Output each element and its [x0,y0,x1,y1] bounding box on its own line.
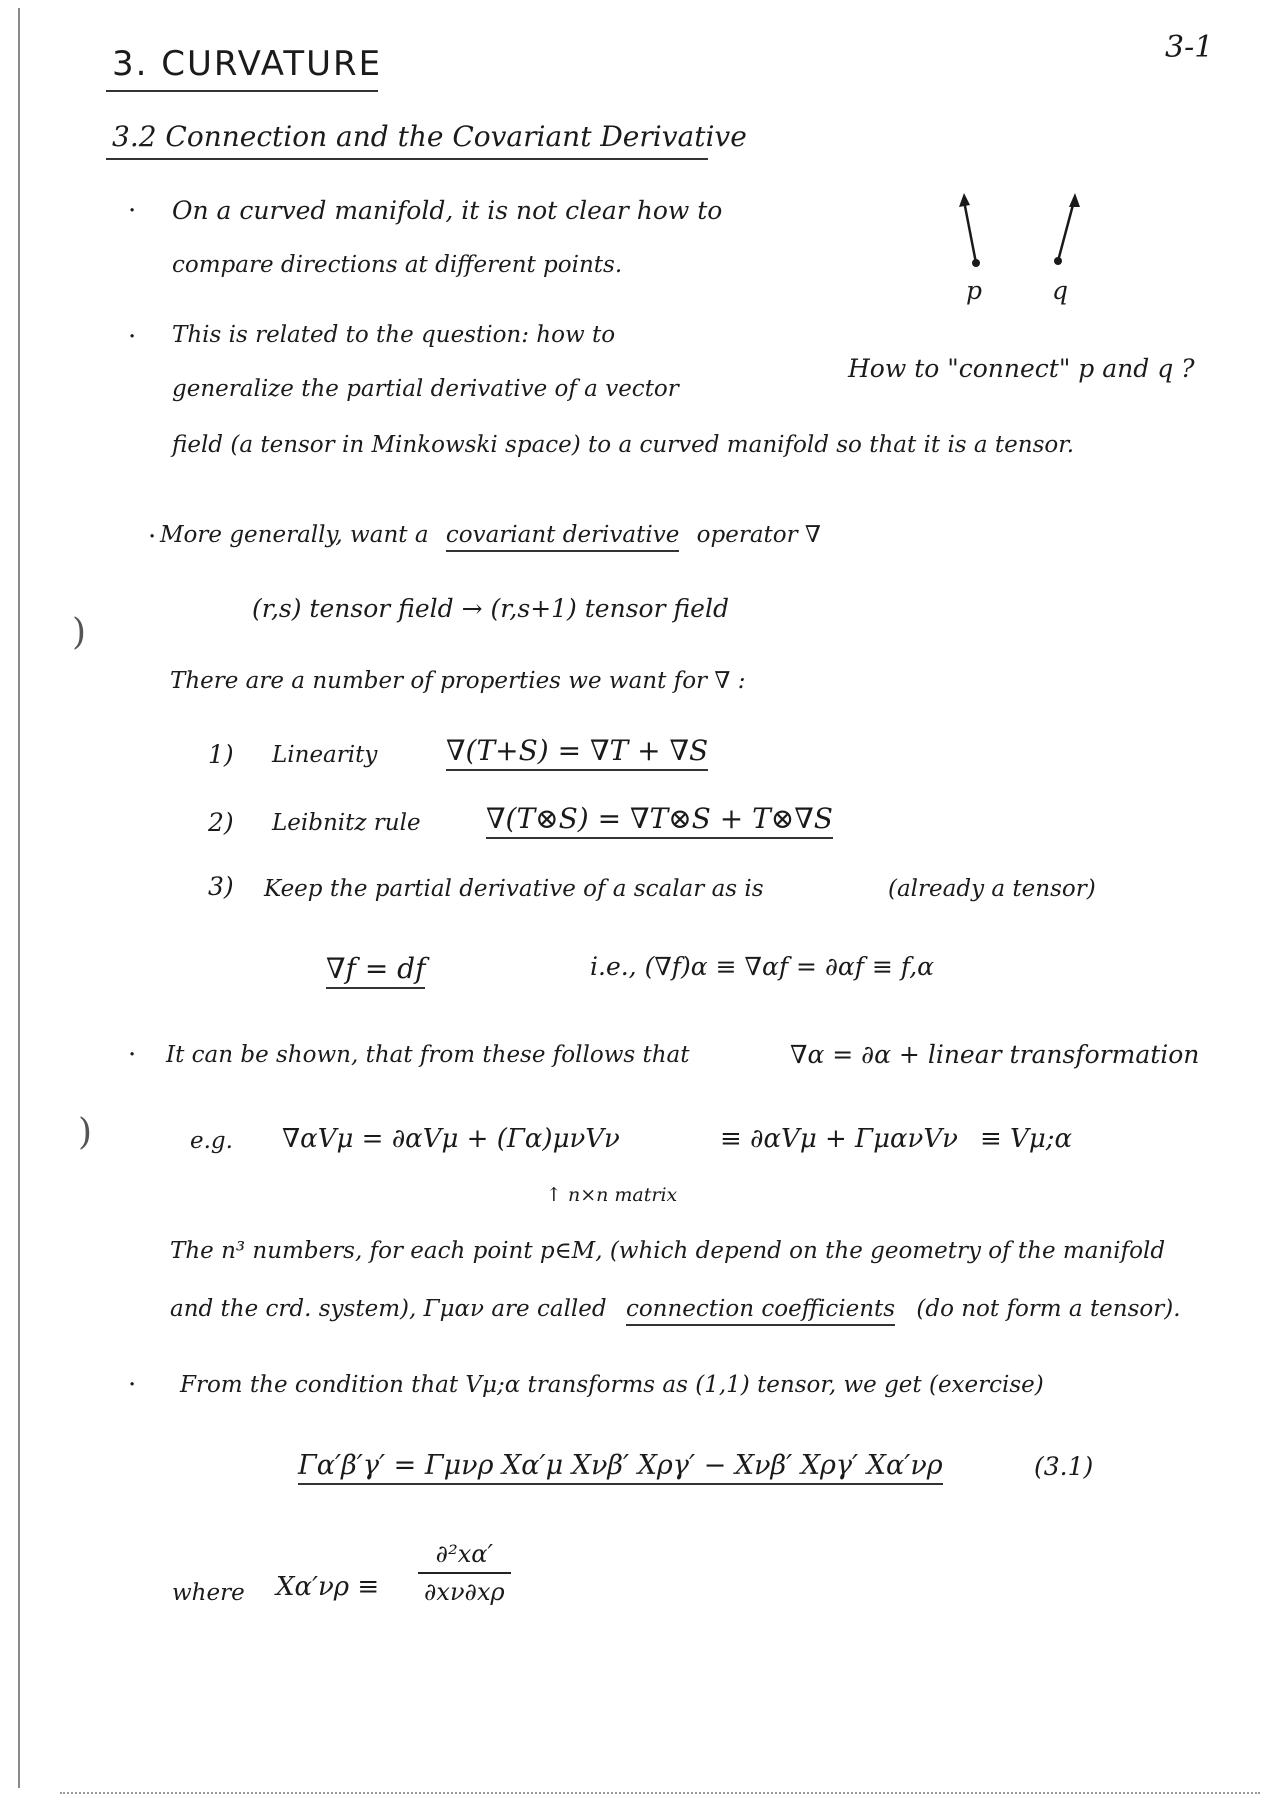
label-p: p [966,276,983,305]
linearity-formula: ∇(T+S) = ∇T + ∇S [446,734,708,771]
arrowhead-icon [1069,193,1080,207]
property1-name: Linearity [272,742,378,768]
connect-caption: How to "connect" p and q ? [848,354,1195,383]
example-formula-b: ≡ ∂αVμ + ΓμανVν [720,1124,958,1154]
bullet-dot: · [128,1370,137,1400]
bullet4-line1: It can be shown, that from these follows that [166,1042,690,1068]
coefficients-text-b: (do not form a tensor). [916,1296,1181,1322]
vector-at-p [964,201,976,263]
chapter-title: 3. CURVATURE [112,44,383,84]
coefficients-text-a: and the crd. system), Γμαν are called [170,1296,607,1322]
bullet-dot: · [148,522,157,552]
where-lhs: Xα′νρ ≡ [276,1572,380,1602]
bullet2-line2: generalize the partial derivative of a vector [172,376,679,402]
vector-at-q [1058,201,1074,261]
bullet-dot: · [128,196,137,226]
fraction-denominator: ∂xν∂xρ [424,1578,505,1606]
scalar-derivative-ie: i.e., (∇f)α ≡ ∇αf = ∂αf ≡ f,α [590,952,935,981]
section-title-underline [106,158,708,160]
tensor-mapping: (r,s) tensor field → (r,s+1) tensor field [252,594,729,623]
property3-name: Keep the partial derivative of a scalar as is [264,876,764,902]
covariant-derivative-result: ∇α = ∂α + linear transformation [790,1040,1200,1069]
bullet5-line1: From the condition that Vμ;α transforms as (1,1) tensor, we get (exercise) [180,1372,1044,1398]
example-formula-c: ≡ Vμ;α [980,1124,1073,1154]
fraction-numerator: ∂²xα′ [418,1540,511,1574]
leibnitz-formula: ∇(T⊗S) = ∇T⊗S + T⊗∇S [486,802,833,839]
example-label: e.g. [190,1128,233,1154]
point-p-dot [972,259,980,267]
property2-number: 2) [208,808,234,837]
binder-hole-mark: ) [72,612,87,653]
bullet3-line1 [160,522,821,548]
section-title: 3.2 Connection and the Covariant Derivative [112,120,747,153]
bullet2-line1: This is related to the question: how to [172,322,616,348]
scalar-derivative-formula: ∇f = df [326,952,425,989]
bullet3-text-b: operator ∇ [696,522,821,548]
covariant-derivative-term: covariant derivative [446,522,679,552]
bullet3-text-a: More generally, want a [160,522,429,548]
bullet-dot: · [128,1040,137,1070]
point-q-dot [1054,257,1062,265]
page-bottom-edge [60,1792,1260,1794]
where-word: where [172,1580,245,1606]
property1-number: 1) [208,740,234,769]
coefficients-line1: The n³ numbers, for each point p∈M, (which depend on the geometry of the manifold [170,1238,1166,1264]
equation-label: (3.1) [1034,1452,1094,1481]
page-number: 3-1 [1165,30,1214,65]
transformation-law-formula: Γα′β′γ′ = Γμνρ Xα′μ Xνβ′ Xργ′ − Xνβ′ Xργ′ Xα′νρ [298,1450,943,1485]
property2-name: Leibnitz rule [272,810,421,836]
property3-note: (already a tensor) [888,876,1096,902]
arrowhead-icon [959,193,970,207]
matrix-note: ↑ n×n matrix [546,1184,678,1206]
second-derivative-fraction [418,1540,511,1606]
bullet-dot: · [128,322,137,352]
page-margin-line [18,8,20,1788]
properties-intro: There are a number of properties we want for ∇ : [170,668,746,694]
bullet1-line1: On a curved manifold, it is not clear how to [172,196,723,225]
example-formula-a: ∇αVμ = ∂αVμ + (Γα)μνVν [282,1124,620,1154]
binder-hole-mark: ) [78,1112,93,1153]
vectors-diagram [940,185,1100,305]
bullet2-line3: field (a tensor in Minkowski space) to a curved manifold so that it is a tensor. [172,432,1075,458]
property3-number: 3) [208,872,234,901]
label-q: q [1052,276,1069,305]
coefficients-line2 [170,1296,1181,1322]
chapter-title-underline [106,90,378,92]
bullet1-line2: compare directions at different points. [172,252,623,278]
connection-coefficients-term: connection coefficients [626,1296,895,1326]
